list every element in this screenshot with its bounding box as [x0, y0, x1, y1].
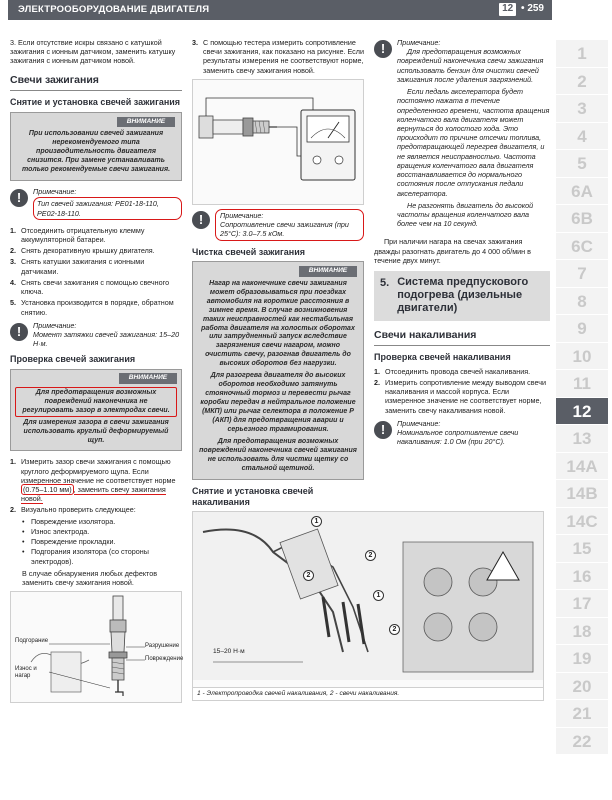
- list-item-text: Повреждение изолятора.: [31, 516, 116, 526]
- step-text: Снять свечи зажигания с помощью свечного ключа.: [21, 277, 170, 297]
- note-para-2: Если педаль акселератора будет постоянно нажата в течение определенного времени, частота вращения коленчатого вала двигателя может вернуться до холостого хода. Это происходит по причине отсечки топлива, предотвращающей перегрев двигателя, и не является неисправностью. Частота вращения коленчатого вала двигателя восстанавливается до нормального состояния после отпускания педали акселератора.: [397, 87, 550, 198]
- note-spark-types: [10, 187, 182, 220]
- note-title: Примечание:: [397, 38, 441, 47]
- step-item: [10, 278, 182, 296]
- warning-para-2: Для разогрева двигателя до высоких оборотов необходимо затянуть стояночный тормоз и перевести рычаг коробки передач в нейтральное положение (МКП) или рычаг селектора в положение P (АКП) для предотвращения аварии и серьезного травмирования.: [200, 372, 356, 434]
- chapter-tab-19[interactable]: 19: [556, 645, 608, 673]
- chapter-tab-7[interactable]: 7: [556, 260, 608, 288]
- chapter-tab-20[interactable]: 20: [556, 673, 608, 701]
- exclamation-icon: !: [192, 211, 210, 229]
- chapter-tab-14a[interactable]: 14A: [556, 453, 608, 481]
- spark-plug-figure: [10, 591, 182, 703]
- step-item: [374, 378, 550, 415]
- exclamation-icon: !: [10, 323, 28, 341]
- chapter-tab-14c[interactable]: 14C: [556, 508, 608, 536]
- chapter-number: 12: [499, 3, 516, 16]
- glow-check-steps: [374, 367, 550, 415]
- warning-tag: ВНИМАНИЕ: [299, 266, 357, 276]
- check-step-text: Визуально проверить следующее:: [21, 505, 136, 515]
- chapter-tab-22[interactable]: 22: [556, 728, 608, 756]
- bullet-icon: •: [22, 537, 25, 547]
- step-item: [10, 257, 182, 275]
- chapter-tab-9[interactable]: 9: [556, 315, 608, 343]
- figure-label: Подгорание: [15, 638, 49, 645]
- note-text: Номинальное сопротивление свечи накаливания: 1.0 Ом (при 20°С).: [397, 428, 519, 447]
- column-1: [10, 38, 182, 703]
- chapter-tab-11[interactable]: 11: [556, 370, 608, 398]
- warning-para-1: Нагар на наконечнике свечи зажигания может образовываться при поездках автомобиля на короткие расстояния в зимнее время. В случае возникновения таких неисправностей как нестабильная работа двигателя на холостых оборотах или затрудненный запуск вследствие загрязнения свечи нагаром, можно очистить свечу, разогнав двигатель до высоких оборотов без нагрузки.: [201, 279, 355, 368]
- chapter-tab-6c[interactable]: 6C: [556, 233, 608, 261]
- subtitle-glow-check: Проверка свечей накаливания: [374, 352, 511, 363]
- warning-box-check: [10, 369, 182, 451]
- warning-text-highlighted: Для предотвращения возможных повреждений наконечника не регулировать зазор в электродах свечи.: [15, 387, 177, 418]
- chapter-tab-5[interactable]: 5: [556, 150, 608, 178]
- step-text: Снять катушки зажигания с ионными датчиками.: [21, 257, 145, 276]
- step-text: Измерить сопротивление между выводом свечи накаливания и массой корпуса. Если измеренное значение не соответствует норме, заменить свечу накаливания новой.: [385, 378, 546, 415]
- list-item-text: Повреждение прокладки.: [31, 537, 116, 547]
- note-text: Сопротивление свечи зажигания (при 25°С): 3.0–7.5 кОм.: [220, 220, 349, 239]
- header-title: ЭЛЕКТРООБОРУДОВАНИЕ ДВИГАТЕЛЯ: [18, 4, 210, 15]
- step-item: [10, 246, 182, 255]
- subtitle-glow-removal: Снятие и установка свечей накаливания: [192, 485, 314, 507]
- bullet-icon: •: [22, 516, 25, 526]
- note-title: Примечание:: [33, 320, 77, 330]
- step-text: Отсоединить провода свечей накаливания.: [385, 366, 531, 376]
- bullet-icon: •: [22, 547, 25, 557]
- figure-label: Повреждение: [145, 656, 184, 663]
- chapter-tab-21[interactable]: 21: [556, 700, 608, 728]
- page-header: [8, 0, 552, 20]
- section-title-glow-plugs: Свечи накаливания: [374, 329, 550, 346]
- note-para-1: Для предотвращения возможных повреждений наконечника свечи зажигания использовать бензин для очистки свечей зажигания после удаления загрязнений.: [397, 47, 544, 84]
- subtitle-check: Проверка свечей зажигания: [10, 354, 136, 365]
- list-item: [22, 527, 182, 536]
- chapter-tab-15[interactable]: 15: [556, 535, 608, 563]
- note-glow-resistance: [374, 419, 550, 447]
- list-item: [22, 547, 182, 565]
- exclamation-icon: !: [374, 421, 392, 439]
- check-step-text: Измерить зазор свечи зажигания с помощью круглого деформируемого щупа. Если измеренное значение не соответствует норме: [21, 457, 176, 485]
- note-text-highlighted: Тип свечей зажигания: PE01-18-110, PE02-18-110.: [33, 197, 182, 219]
- list-item-text: Износ электрода.: [31, 526, 90, 536]
- chapter-tab-14b[interactable]: 14B: [556, 480, 608, 508]
- chapter-tab-17[interactable]: 17: [556, 590, 608, 618]
- column-3: [374, 38, 550, 453]
- note-cleaning: [374, 38, 550, 231]
- list-item: [22, 517, 182, 526]
- check-conclusion: В случае обнаружения любых дефектов заменить свечу зажигания новой.: [22, 568, 158, 587]
- warning-tag: ВНИМАНИЕ: [119, 373, 177, 383]
- note-text: Момент затяжки свечей зажигания: 15–20 Н·м.: [33, 329, 180, 349]
- chapter-tab-2[interactable]: 2: [556, 68, 608, 96]
- step-item: [374, 367, 550, 376]
- chapter-tab-13[interactable]: 13: [556, 425, 608, 453]
- chapter-tab-12[interactable]: 12: [556, 398, 608, 426]
- note-title: Примечание:: [397, 418, 441, 428]
- list-item-text: Подгорания изолятора (со стороны электродов).: [31, 547, 149, 566]
- chapter-tab-10[interactable]: 10: [556, 343, 608, 371]
- subtitle-removal: Снятие и установка свечей зажигания: [10, 97, 181, 108]
- chapter-tab-6a[interactable]: 6A: [556, 178, 608, 206]
- step-number: 4.: [10, 277, 16, 287]
- chapter-tab-3[interactable]: 3: [556, 95, 608, 123]
- section-5-header: [374, 271, 550, 321]
- warning-box-cleaning: [192, 261, 364, 479]
- callout-2: 2: [389, 624, 400, 635]
- step-number: 2.: [10, 246, 16, 256]
- figure-label: Износ и нагар: [15, 666, 37, 679]
- chapter-tab-6b[interactable]: 6B: [556, 205, 608, 233]
- step-number: 3.: [10, 257, 16, 267]
- section-number: 5.: [380, 277, 390, 290]
- warning-text: При использовании свечей зажигания нерекомендуемого типа производительность двигателя снизится. При замене устанавливать только рекомендуемые свечи зажигания.: [21, 130, 171, 174]
- chapter-tab-1[interactable]: 1: [556, 40, 608, 68]
- chapter-tab-4[interactable]: 4: [556, 123, 608, 151]
- resistance-test-figure: [192, 79, 364, 205]
- gap-spec-highlight: (0.75–1.10 мм): [23, 484, 72, 494]
- step-number: 5.: [10, 298, 16, 308]
- header-page-number: 12 • 259: [499, 3, 544, 16]
- chapter-tab-18[interactable]: 18: [556, 618, 608, 646]
- note-title: Примечание:: [220, 210, 264, 220]
- step-text: Снять декоративную крышку двигателя.: [21, 246, 155, 256]
- soot-paragraph: При наличии нагара на свечах зажигания дважды разогнать двигатель до 4 000 об/мин в течение двух минут.: [374, 237, 531, 265]
- glow-plug-figure: [192, 511, 544, 701]
- page-number: 259: [527, 3, 544, 14]
- inspection-list: [22, 517, 182, 566]
- warning-text: Для измерения зазора в свечи зажигания использовать круглый деформируемый щуп.: [23, 419, 169, 445]
- check-step-1: 1. Измерить зазор свечи зажигания с помощью круглого деформируемого щупа. Если измеренное значение не соответствует норме (0.75–1.10 мм) , заменить свечу зажигания новой.: [10, 457, 176, 504]
- chapter-tabs: [556, 40, 608, 755]
- measure-step-text: С помощью тестера измерить сопротивление свечи зажигания, как показано на рисунке. Если результаты измерения не соответствуют норме, заменить свечу зажигания новой.: [203, 38, 364, 75]
- step-number: 2.: [374, 378, 380, 388]
- step-number: 1.: [374, 366, 380, 376]
- section-title: Система предпускового подогрева (дизельные двигатели): [397, 276, 529, 315]
- intro-paragraph: 3. Если отсутствие искры связано с катушкой зажигания с ионным датчиком, заменить катушку зажигания с ионным датчиком новой.: [10, 38, 176, 66]
- bullet-icon: •: [22, 526, 25, 536]
- figure-caption: 1 - Электропроводка свечей накаливания, 2 - свечи накаливания.: [193, 687, 543, 700]
- list-item: [22, 537, 182, 546]
- callout-1: 1: [373, 590, 384, 601]
- step-text: Установка производится в порядке, обратном снятию.: [21, 298, 174, 317]
- note-title: Примечание:: [33, 187, 77, 197]
- step-item: [10, 226, 182, 244]
- note-resistance: [192, 209, 364, 241]
- chapter-tab-8[interactable]: 8: [556, 288, 608, 316]
- warning-tag: ВНИМАНИЕ: [117, 117, 175, 127]
- chapter-tab-16[interactable]: 16: [556, 563, 608, 591]
- section-title-spark-plugs: Свечи зажигания: [10, 74, 182, 91]
- torque-label: 15–20 Н·м: [213, 648, 245, 656]
- removal-steps: [10, 226, 182, 317]
- check-step-2: 2. Визуально проверить следующее:: [10, 505, 182, 514]
- measure-step-3: 3. С помощью тестера измерить сопротивление свечи зажигания, как показано на рисунке. Если результаты измерения не соответствуют норме, заменить свечу зажигания новой.: [192, 38, 364, 75]
- note-para-3: Не разгонять двигатель до высокой частоты вращения коленчатого вала более чем на 10 секунд.: [397, 200, 534, 229]
- column-2: [192, 38, 400, 701]
- warning-para-3: Для предотвращения возможных повреждений наконечника свечей зажигания не использовать для чистки щетку со стальной щетиной.: [199, 437, 357, 472]
- subtitle-cleaning: Чистка свечей зажигания: [192, 246, 305, 257]
- multimeter-diagram: [193, 80, 363, 204]
- engine-glow-plug-diagram: [193, 512, 543, 680]
- callout-2: 2: [303, 570, 314, 581]
- figure-label: Разрушение: [145, 643, 180, 650]
- note-torque: [10, 321, 182, 349]
- callout-2: 2: [365, 550, 376, 561]
- step-number: 1.: [10, 225, 16, 235]
- step-item: [10, 298, 182, 316]
- check-step-text-end: , заменить свечу зажигания новой.: [21, 484, 166, 504]
- note-highlighted: [215, 209, 364, 241]
- callout-1: 1: [311, 516, 322, 527]
- warning-box: [10, 112, 182, 181]
- exclamation-icon: !: [10, 189, 28, 207]
- exclamation-icon: !: [374, 40, 392, 58]
- step-text: Отсоединить отрицательную клемму аккумуляторной батареи.: [21, 225, 145, 244]
